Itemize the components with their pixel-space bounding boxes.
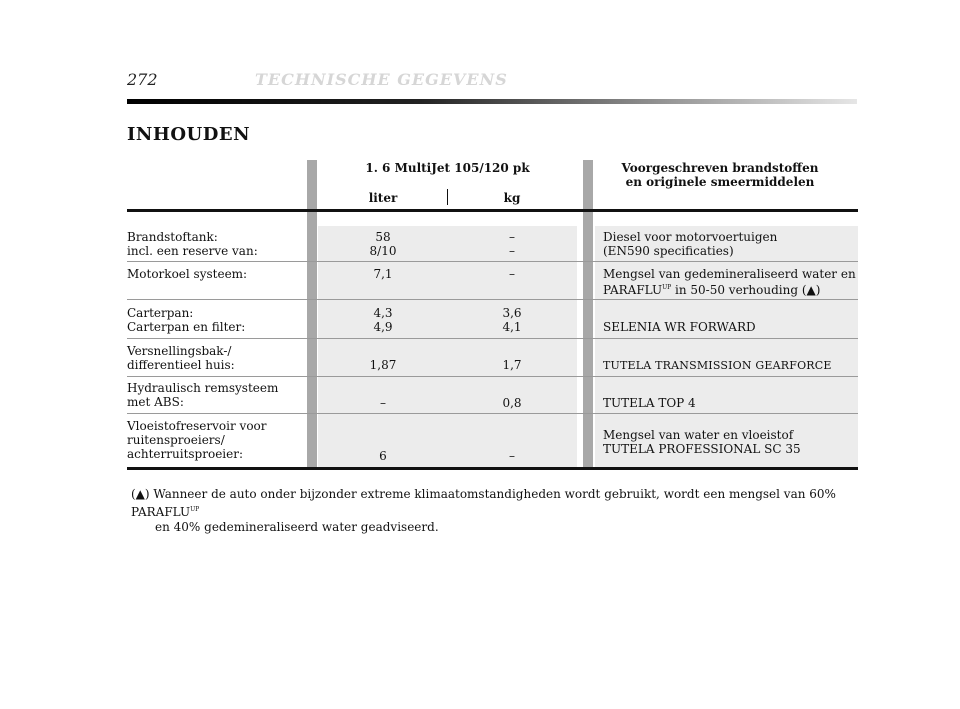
- fuel-spec-part: in 50-50 verhouding (▲): [671, 283, 821, 297]
- footnote-line: en 40% gedemineraliseerd water geadviseerd.: [155, 520, 439, 534]
- kg-value: 4,1: [502, 320, 522, 334]
- fuel-spec: [603, 281, 820, 297]
- kg-value: 0,8: [502, 396, 522, 410]
- kg-value: –: [509, 267, 515, 281]
- fuel-spec: Mengsel van gedemineraliseerd water en: [603, 267, 856, 281]
- row-label: Versnellingsbak-/: [127, 344, 232, 358]
- unit-liter: liter: [368, 191, 398, 205]
- fuel-spec: Diesel voor motorvoertuigen: [603, 230, 778, 244]
- fuel-spec-part: PARAFLU: [603, 283, 663, 297]
- row-label: Carterpan:: [127, 306, 194, 320]
- row-label: Brandstoftank:: [127, 230, 218, 244]
- fuel-spec: TUTELA TOP 4: [603, 396, 696, 410]
- footnote: [131, 487, 861, 535]
- kg-value: –: [509, 449, 515, 463]
- section-title: INHOUDEN: [127, 124, 251, 145]
- row-divider: [127, 376, 858, 377]
- fuel-spec: Mengsel van water en vloeistof: [603, 428, 794, 442]
- row-label: Hydraulisch remsysteem: [127, 381, 279, 395]
- running-title: TECHNISCHE GEGEVENS: [255, 70, 508, 89]
- row-divider: [127, 338, 858, 339]
- engine-column-bar: [307, 160, 317, 470]
- kg-value: –: [509, 244, 515, 258]
- liter-value: 4,3: [373, 306, 393, 320]
- liter-value: 4,9: [373, 320, 393, 334]
- fuel-spec: TUTELA TRANSMISSION GEARFORCE: [603, 359, 832, 372]
- row-label: Carterpan en filter:: [127, 320, 246, 334]
- row-label: incl. een reserve van:: [127, 244, 258, 258]
- fuel-header-line2: en originele smeermiddelen: [625, 175, 815, 189]
- unit-kg: kg: [503, 191, 521, 205]
- fuel-header-line1: Voorgeschreven brandstoffen: [621, 161, 819, 175]
- row-divider: [127, 299, 858, 300]
- row-label: achterruitsproeier:: [127, 447, 244, 461]
- fuel-column-bar: [583, 160, 593, 470]
- unit-divider: [447, 189, 448, 205]
- liter-value: 8/10: [369, 244, 397, 258]
- footnote-line: (▲) Wanneer de auto onder bijzonder extreme klimaatomstandigheden wordt gebruikt, wordt een mengsel van 60% PARAFLU: [131, 487, 836, 519]
- row-divider: [127, 413, 858, 414]
- liter-value: 6: [379, 449, 387, 463]
- fuel-spec: (EN590 specificaties): [603, 244, 734, 258]
- liter-value: 7,1: [373, 267, 393, 281]
- engine-column-shade: [318, 226, 577, 468]
- row-label: Motorkoel systeem:: [127, 267, 248, 281]
- page-number: 272: [127, 70, 158, 89]
- row-label: met ABS:: [127, 395, 184, 409]
- fuel-spec: TUTELA PROFESSIONAL SC 35: [603, 442, 801, 456]
- header-rule: [127, 99, 857, 104]
- liter-value: 1,87: [369, 358, 397, 372]
- row-label: differentieel huis:: [127, 358, 235, 372]
- fuel-spec: SELENIA WR FORWARD: [603, 320, 756, 334]
- liter-value: –: [380, 396, 386, 410]
- table-bottom-rule: [127, 467, 858, 470]
- liter-value: 58: [375, 230, 391, 244]
- row-label: Vloeistofreservoir voor: [127, 419, 267, 433]
- row-divider: [127, 261, 858, 262]
- kg-value: –: [509, 230, 515, 244]
- table-top-rule: [127, 209, 858, 212]
- kg-value: 3,6: [502, 306, 522, 320]
- engine-header: 1. 6 MultiJet 105/120 pk: [365, 161, 530, 175]
- kg-value: 1,7: [502, 358, 522, 372]
- superscript-up: UP: [190, 506, 200, 513]
- superscript-up: UP: [662, 284, 672, 291]
- row-label: ruitensproeiers/: [127, 433, 225, 447]
